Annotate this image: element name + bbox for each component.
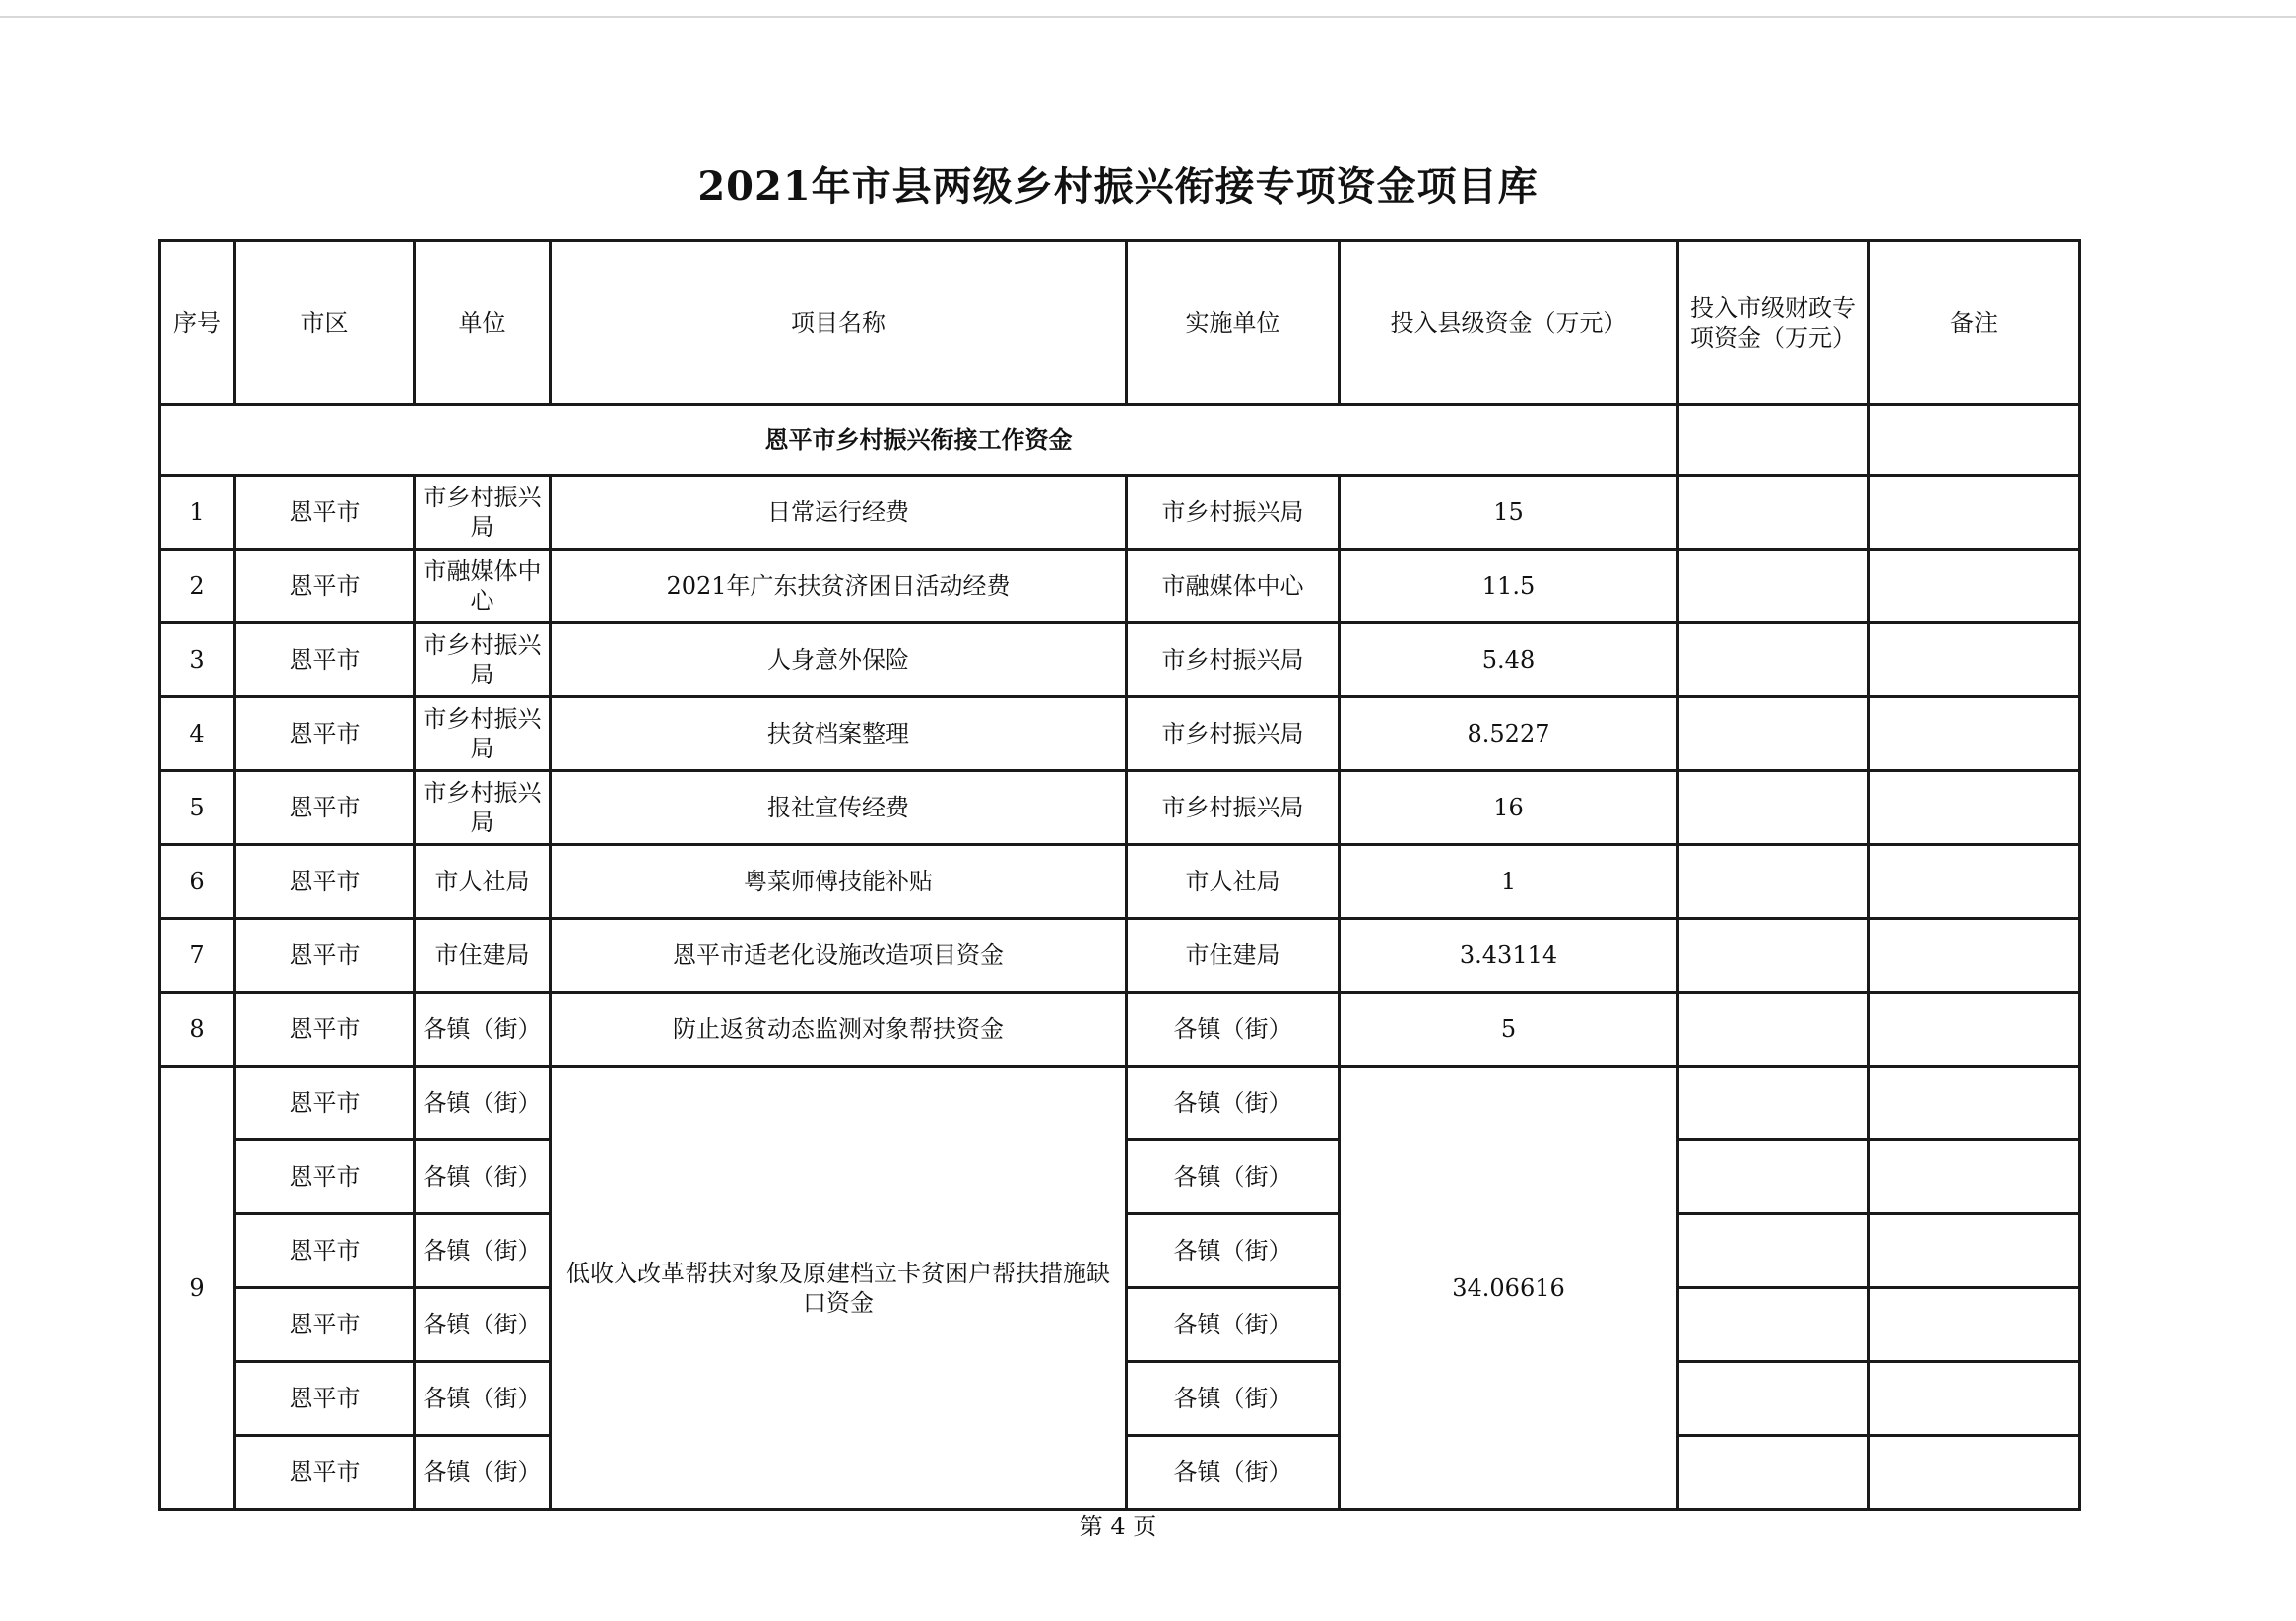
row-impl: 市融媒体中心 [1127,550,1340,623]
table-row [160,697,2080,771]
row-note [1869,550,2080,623]
row-district: 恩平市 [235,919,415,993]
row-impl: 各镇（街） [1127,1288,1340,1362]
row-unit: 各镇（街） [415,1288,551,1362]
header-city-fund: 投入市级财政专项资金（万元） [1678,241,1869,405]
row-impl: 各镇（街） [1127,1140,1340,1214]
row-unit: 市乡村振兴局 [415,771,551,845]
table-row [160,845,2080,919]
table-row [160,993,2080,1067]
row-note [1869,623,2080,697]
group-county-fund: 34.06616 [1340,1067,1678,1510]
section-note [1869,405,2080,476]
row-note [1869,993,2080,1067]
table-row [160,623,2080,697]
row-district: 恩平市 [235,1362,415,1436]
header-unit: 单位 [415,241,551,405]
row-seq: 8 [160,993,235,1067]
header-district: 市区 [235,241,415,405]
row-project: 恩平市适老化设施改造项目资金 [551,919,1127,993]
row-note [1869,1362,2080,1436]
row-project: 报社宣传经费 [551,771,1127,845]
top-rule [0,16,2296,18]
row-county-fund: 15 [1340,476,1678,550]
row-county-fund: 8.5227 [1340,697,1678,771]
row-unit: 各镇（街） [415,1436,551,1510]
row-unit: 市住建局 [415,919,551,993]
row-district: 恩平市 [235,550,415,623]
row-impl: 市乡村振兴局 [1127,476,1340,550]
row-district: 恩平市 [235,845,415,919]
row-note [1869,1288,2080,1362]
row-seq: 2 [160,550,235,623]
row-district: 恩平市 [235,1140,415,1214]
group-project: 低收入改革帮扶对象及原建档立卡贫困户帮扶措施缺口资金 [551,1067,1127,1510]
row-county-fund: 5 [1340,993,1678,1067]
row-seq: 7 [160,919,235,993]
row-county-fund: 1 [1340,845,1678,919]
row-city-fund [1678,1067,1869,1140]
row-project: 日常运行经费 [551,476,1127,550]
row-unit: 市乡村振兴局 [415,697,551,771]
row-district: 恩平市 [235,993,415,1067]
row-city-fund [1678,1140,1869,1214]
row-note [1869,476,2080,550]
table-row [160,771,2080,845]
row-impl: 市乡村振兴局 [1127,623,1340,697]
row-impl: 市住建局 [1127,919,1340,993]
row-city-fund [1678,550,1869,623]
row-city-fund [1678,845,1869,919]
header-impl: 实施单位 [1127,241,1340,405]
row-impl: 各镇（街） [1127,1362,1340,1436]
row-district: 恩平市 [235,623,415,697]
row-unit: 各镇（街） [415,1214,551,1288]
row-unit: 市人社局 [415,845,551,919]
table-row [160,919,2080,993]
header-note: 备注 [1869,241,2080,405]
row-impl: 各镇（街） [1127,1436,1340,1510]
row-impl: 各镇（街） [1127,993,1340,1067]
row-note [1869,1214,2080,1288]
row-city-fund [1678,1288,1869,1362]
row-project: 扶贫档案整理 [551,697,1127,771]
row-note [1869,697,2080,771]
row-unit: 市融媒体中心 [415,550,551,623]
row-county-fund: 3.43114 [1340,919,1678,993]
header-row [160,241,2080,405]
row-impl: 各镇（街） [1127,1067,1340,1140]
row-seq: 4 [160,697,235,771]
row-impl: 市乡村振兴局 [1127,771,1340,845]
row-seq: 6 [160,845,235,919]
row-city-fund [1678,476,1869,550]
row-unit: 各镇（街） [415,1140,551,1214]
row-project: 2021年广东扶贫济困日活动经费 [551,550,1127,623]
table-row [160,1067,2080,1140]
row-note [1869,919,2080,993]
row-unit: 市乡村振兴局 [415,623,551,697]
row-district: 恩平市 [235,476,415,550]
section-row [160,405,2080,476]
row-impl: 市乡村振兴局 [1127,697,1340,771]
row-district: 恩平市 [235,1288,415,1362]
row-district: 恩平市 [235,1067,415,1140]
row-city-fund [1678,919,1869,993]
row-impl: 各镇（街） [1127,1214,1340,1288]
row-seq: 1 [160,476,235,550]
row-project: 人身意外保险 [551,623,1127,697]
page-number: 第 4 页 [1079,1513,1157,1540]
row-county-fund: 16 [1340,771,1678,845]
row-city-fund [1678,697,1869,771]
row-city-fund [1678,993,1869,1067]
table-row [160,476,2080,550]
row-note [1869,1436,2080,1510]
row-unit: 各镇（街） [415,1362,551,1436]
row-city-fund [1678,771,1869,845]
row-district: 恩平市 [235,1214,415,1288]
row-project: 防止返贫动态监测对象帮扶资金 [551,993,1127,1067]
row-county-fund: 11.5 [1340,550,1678,623]
document-title: 2021年市县两级乡村振兴衔接专项资金项目库 [697,163,1539,210]
project-table [158,239,2081,1511]
row-note [1869,1140,2080,1214]
table-row [160,550,2080,623]
row-unit: 各镇（街） [415,993,551,1067]
row-seq: 5 [160,771,235,845]
header-seq: 序号 [160,241,235,405]
row-city-fund [1678,623,1869,697]
section-title: 恩平市乡村振兴衔接工作资金 [160,405,1678,476]
row-unit: 各镇（街） [415,1067,551,1140]
row-city-fund [1678,1214,1869,1288]
row-city-fund [1678,1362,1869,1436]
row-county-fund: 5.48 [1340,623,1678,697]
row-note [1869,1067,2080,1140]
section-city-fund [1678,405,1869,476]
group-seq: 9 [160,1067,235,1510]
row-seq: 3 [160,623,235,697]
row-district: 恩平市 [235,1436,415,1510]
header-county-fund: 投入县级资金（万元） [1340,241,1678,405]
row-city-fund [1678,1436,1869,1510]
row-note [1869,845,2080,919]
row-impl: 市人社局 [1127,845,1340,919]
row-unit: 市乡村振兴局 [415,476,551,550]
row-district: 恩平市 [235,771,415,845]
row-district: 恩平市 [235,697,415,771]
row-project: 粤菜师傅技能补贴 [551,845,1127,919]
header-project: 项目名称 [551,241,1127,405]
row-note [1869,771,2080,845]
